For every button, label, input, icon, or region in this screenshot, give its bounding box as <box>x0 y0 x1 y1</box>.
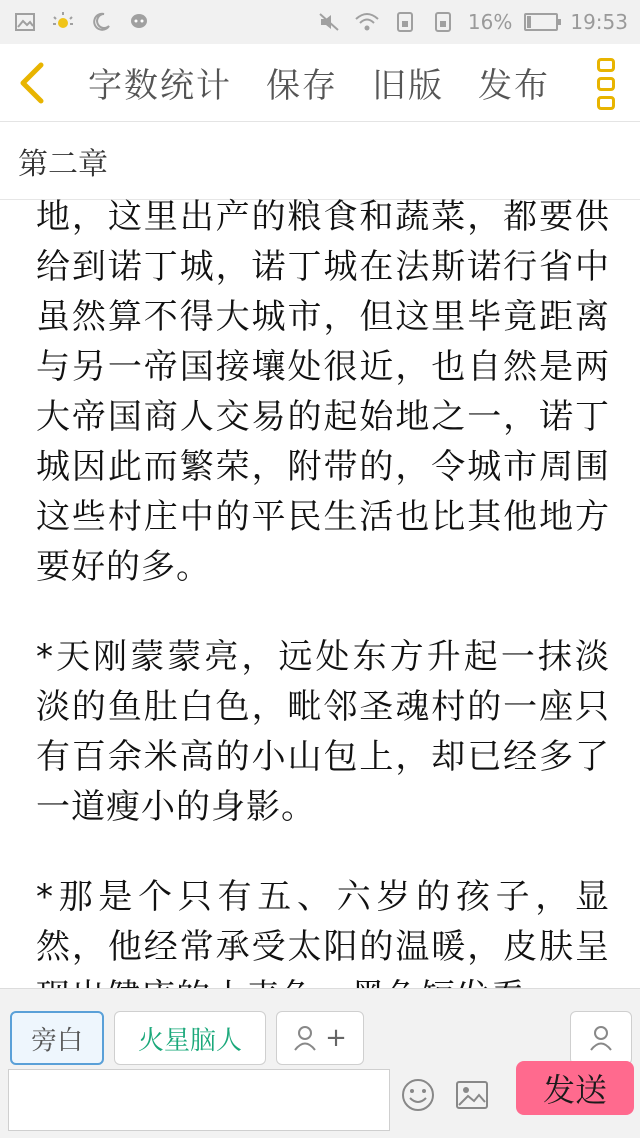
story-content-editor[interactable] <box>0 197 640 988</box>
persona-chip[interactable] <box>114 1011 266 1065</box>
status-bar <box>0 0 640 44</box>
chapter-title-field[interactable] <box>0 122 640 200</box>
user-add-icon <box>293 1025 317 1051</box>
narration-chip-label: 旁白 <box>30 1025 83 1056</box>
add-role-button[interactable] <box>276 1011 364 1065</box>
status-right-icons <box>316 9 628 35</box>
smiley-icon <box>401 1078 435 1112</box>
back-button[interactable] <box>0 44 64 122</box>
chevron-left-icon <box>17 61 47 105</box>
battery-icon <box>524 13 558 31</box>
image-icon <box>12 9 38 35</box>
mute-icon <box>316 9 342 35</box>
clock: 19:53 <box>570 10 628 34</box>
word-count-button[interactable]: 字数统计 <box>88 66 232 106</box>
battery-level <box>527 16 531 28</box>
chapter-title: 第二章 <box>18 146 108 182</box>
publish-button[interactable]: 发布 <box>478 66 550 106</box>
add-role-plus: + <box>325 1023 347 1053</box>
user-icon <box>589 1025 613 1051</box>
editor-toolbar <box>0 44 640 122</box>
sim1-icon <box>392 9 418 35</box>
message-input[interactable] <box>8 1069 390 1131</box>
paragraph: *天刚蒙蒙亮，远处东方升起一抹淡淡的鱼肚白色，毗邻圣魂村的一座只有百余米高的小山包上，却已经多了一道瘦小的身影。 <box>36 637 610 827</box>
wifi-icon <box>354 9 380 35</box>
battery-percent: 16% <box>467 10 513 34</box>
paragraph: 地，这里出产的粮食和蔬菜，都要供给到诺丁城，诺丁城在法斯诺行省中虽然算不得大城市，但这里毕竟距离与另一帝国接壤处很近，也自然是两大帝国商人交易的起始地之一，诺丁城因此而繁荣，附带的，令城市周围这些村庄中的平民生活也比其他地方要好的多。 <box>36 197 610 587</box>
composer-bar <box>0 988 640 1138</box>
emoji-button[interactable] <box>398 1075 438 1115</box>
persona-chip-label: 火星脑人 <box>137 1025 242 1056</box>
more-menu-button[interactable] <box>594 58 618 110</box>
chat-icon <box>126 9 152 35</box>
moon-icon <box>88 9 114 35</box>
more-vertical-icon <box>597 58 615 72</box>
narration-chip[interactable] <box>10 1011 104 1065</box>
paragraph: *那是个只有五、六岁的孩子，显然，他经常承受太阳的温暖，皮肤呈 <box>36 877 610 967</box>
old-version-button[interactable]: 旧版 <box>372 66 444 106</box>
sim2-icon <box>430 9 456 35</box>
more-vertical-dot <box>597 77 615 91</box>
more-vertical-dot <box>597 96 615 110</box>
brightness-icon <box>50 9 76 35</box>
save-button[interactable]: 保存 <box>266 66 338 106</box>
picture-icon <box>455 1080 489 1110</box>
status-left-icons <box>12 9 152 35</box>
image-picker-button[interactable] <box>452 1075 492 1115</box>
send-button[interactable]: 发送 <box>516 1061 634 1115</box>
role-list-button[interactable] <box>570 1011 632 1065</box>
